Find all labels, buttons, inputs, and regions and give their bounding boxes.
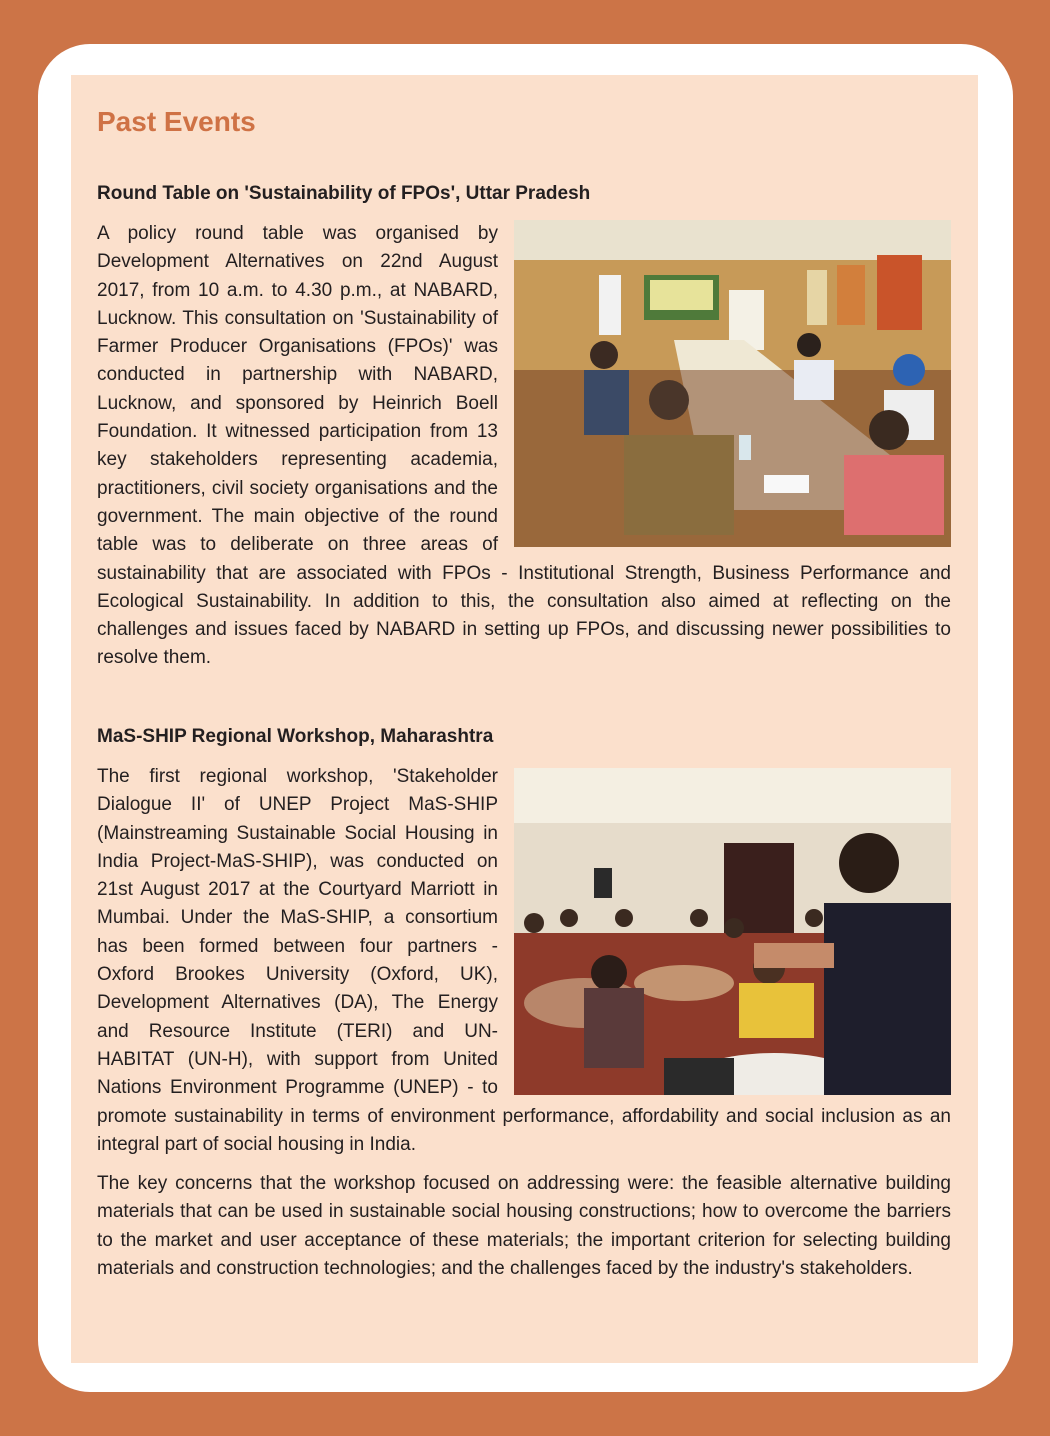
event-paragraph: The first regional workshop, 'Stakeholder Dialogue II' of UNEP Project MaS-SHIP (Mainstreaming Sustainable Social Housing in India Project-MaS-SHIP), was conducted on 21st August 2017 at the Courtyard Marriott in Mumbai. Under the MaS-SHIP, a consortium has been formed between four partners - Oxford Brookes University (Oxford, UK), Development Alternatives (DA), The Energy and Resource Institute (TERI) and UN-HABITAT (UN-H), with support from United Nations Environment Programme (UNEP) - to promote sustainability in terms of environment performance, affordability and social inclusion as an integral part of social housing in India.: [97, 766, 951, 1155]
event-heading-mas-ship: MaS-SHIP Regional Workshop, Maharashtra: [97, 726, 494, 747]
event-round-table: [97, 220, 951, 673]
event-heading-round-table: Round Table on 'Sustainability of FPOs', Uttar Pradesh: [97, 183, 591, 204]
event-paragraph: A policy round table was organised by Development Alternatives on 22nd August 2017, from 10 a.m. to 4.30 p.m., at NABARD, Lucknow. This consultation on 'Sustainability of Farmer Producer Organisations (FPOs)' was conducted in partnership with NABARD, Lucknow, and sponsored by Heinrich Boell Foundation. It witnessed participation from 13 key stakeholders representing academia, practitioners, civil society organisations and the government. The main objective of the round table was to deliberate on three areas of sustainability that are associated with FPOs - Institutional Strength, Business Performance and Ecological Sustainability. In addition to this, the consultation also aimed at reflecting on the challenges and issues faced by NABARD in setting up FPOs, and discussing newer possibilities to resolve them.: [97, 223, 951, 669]
event-mas-ship: [97, 763, 951, 1283]
workshop-photo: [514, 768, 951, 1095]
meeting-photo: [514, 220, 951, 547]
page-title: Past Events: [97, 106, 256, 137]
event-paragraph: The key concerns that the workshop focused on addressing were: the feasible alternative building materials that can be used in sustainable social housing constructions; how to overcome the barriers to the market and user acceptance of these materials; the important criterion for selecting building materials and construction technologies; and the challenges faced by the industry's stakeholders.: [97, 1173, 951, 1280]
